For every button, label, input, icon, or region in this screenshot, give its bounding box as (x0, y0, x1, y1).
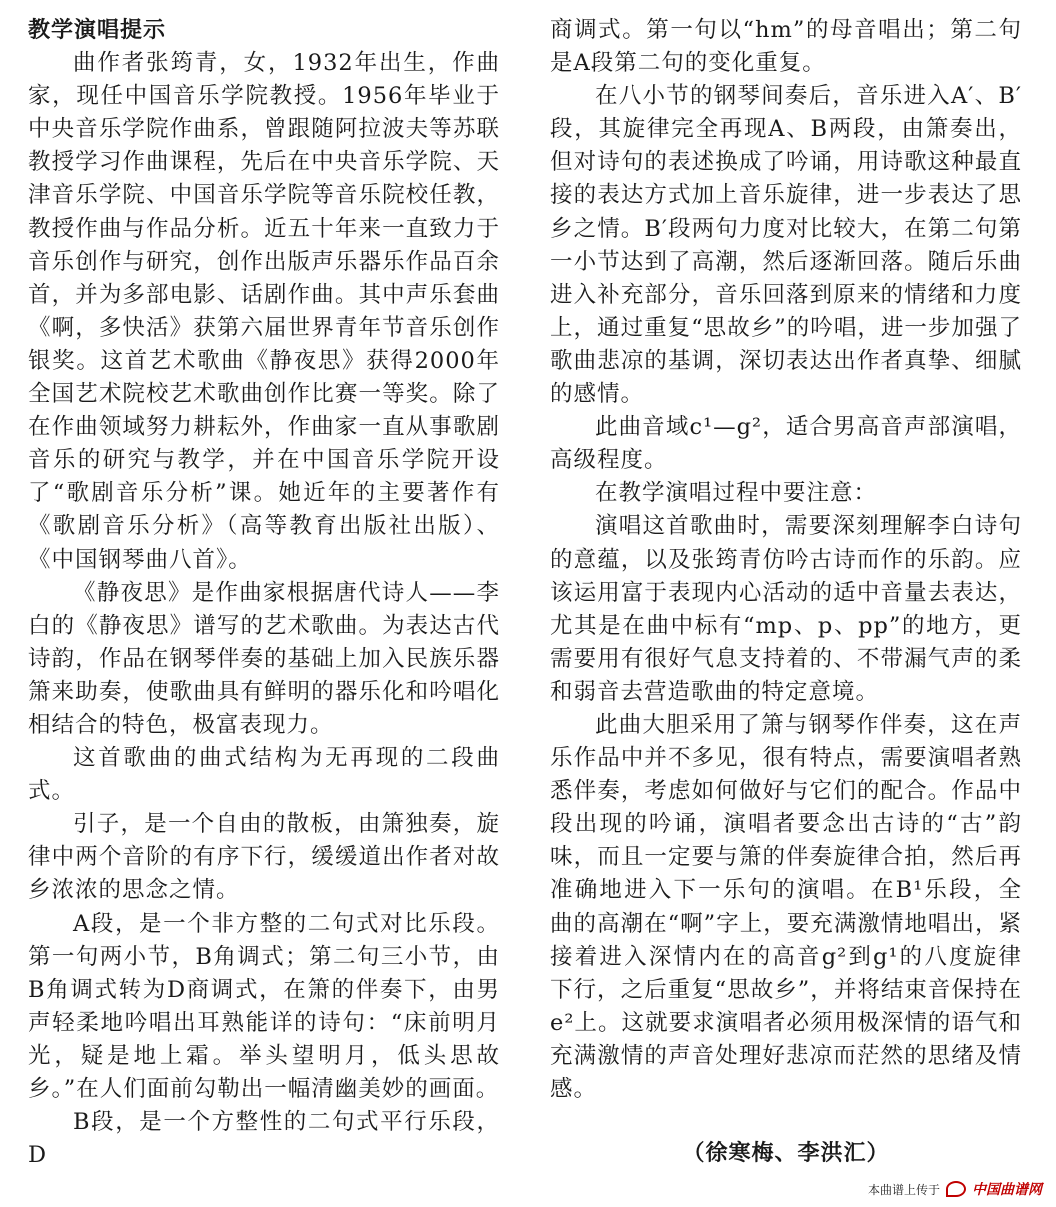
paragraph-introduction: 引子，是一个自由的散板，由箫独奏，旋律中两个音阶的有序下行，缓缓道出作者对故乡浓浓的思念之情。 (28, 811, 500, 904)
uploaded-text: 本曲谱上传于 (867, 1182, 940, 1197)
paragraph-composer-bio: 曲作者张筠青，女，1932年出生，作曲家，现任中国音乐学院教授。1956年毕业于中央音乐学院作曲系，曾跟随阿拉波夫等苏联教授学习作曲课程，先后在中央音乐学院、天津音乐学院、中国音乐学院等音乐院校任教，教授作曲与作品分析。近五十年来一直致力于音乐创作与研究，创作出版声乐器乐作品百余首，并为多部电影、话剧作曲。其中声乐套曲《啊，多快活》获第六届世界青年节音乐创作银奖。这首艺术歌曲《静夜思》获得2000年全国艺术院校艺术歌曲创作比赛一等奖。除了在作曲领域努力耕耘外，作曲家一直从事歌剧音乐的研究与教学，并在中国音乐学院开设了“歌剧音乐分析”课。她近年的主要著作有《歌剧音乐分析》（高等教育出版社出版）、《中国钢琴曲八首》。 (28, 50, 500, 573)
paragraph-accompaniment: 此曲大胆采用了箫与钢琴作伴奏，这在声乐作品中并不多见，很有特点，需要演唱者熟悉伴奏，考虑如何做好与它们的配合。作品中段出现的吟诵，演唱者要念出古诗的“古”韵味，而且一定要与箫的伴奏旋律合拍，然后再准确地进入下一乐句的演唱。在B¹乐段，全曲的高潮在“啊”字上，要充满激情地唱出，紧接着进入深情内在的高音g²到g¹的八度旋律下行，之后重复“思故乡”，并将结束音保持在e²上。这就要求演唱者必须用极深情的语气和充满激情的声音处理好悲凉而茫然的思绪及情感。 (550, 711, 1022, 1102)
paragraph-notes-heading: 在教学演唱过程中要注意： (595, 480, 878, 507)
section-heading: 教学演唱提示 (28, 18, 167, 43)
authors-credit: （徐寒梅、李洪汇） (682, 1141, 890, 1166)
right-column (550, 14, 1022, 1106)
paragraph-section-b-cont: 商调式。第一句以“hm”的母音唱出；第二句是A段第二句的变化重复。 (550, 17, 1022, 77)
footer-watermark (868, 1179, 1042, 1199)
paragraph-song-intro: 《静夜思》是作曲家根据唐代诗人——李白的《静夜思》谱写的艺术歌曲。为表达古代诗韵，作品在钢琴伴奏的基础上加入民族乐器箫来助奏，使歌曲具有鲜明的器乐化和吟唱化相结合的特色，极富表现力。 (28, 579, 500, 738)
paragraph-section-a: A段，是一个非方整的二句式对比乐段。第一句两小节，B角调式；第二句三小节，由B角调式转为D商调式，在箫的伴奏下，由男声轻柔地吟唱出耳熟能详的诗句：“床前明月光，疑是地上霜。举头望明月，低头思故乡。”在人们面前勾勒出一幅清幽美妙的画面。 (28, 910, 500, 1102)
paragraph-section-b-start: B段，是一个方整性的二句式平行乐段，D (28, 1109, 500, 1169)
site-logo-icon (946, 1181, 966, 1197)
paragraph-range: 此曲音域c¹—g²，适合男高音声部演唱，高级程度。 (550, 414, 1022, 474)
paragraph-interlude: 在八小节的钢琴间奏后，音乐进入A′、B′段，其旋律完全再现A、B两段，由箫奏出，但对诗句的表述换成了吟诵，用诗歌这种最直接的表达方式加上音乐旋律，进一步表达了思乡之情。B′段两句力度对比较大，在第二句第一小节达到了高潮，然后逐渐回落。随后乐曲进入补充部分，音乐回落到原来的情绪和力度上，通过重复“思故乡”的吟唱，进一步加强了歌曲悲凉的基调，深切表达出作者真挚、细腻的感情。 (550, 83, 1022, 408)
paragraph-form: 这首歌曲的曲式结构为无再现的二段曲式。 (28, 745, 500, 805)
left-column (28, 14, 500, 1172)
paragraph-performance-tips: 演唱这首歌曲时，需要深刻理解李白诗句的意蕴，以及张筠青仿吟古诗而作的乐韵。应该运用富于表现内心活动的适中音量去表达，尤其是在曲中标有“mp、p、pp”的地方，更需要用有很好气息支持着的、不带漏气声的柔和弱音去营造歌曲的特定意境。 (550, 513, 1022, 705)
site-name: 中国曲谱网 (972, 1182, 1042, 1198)
